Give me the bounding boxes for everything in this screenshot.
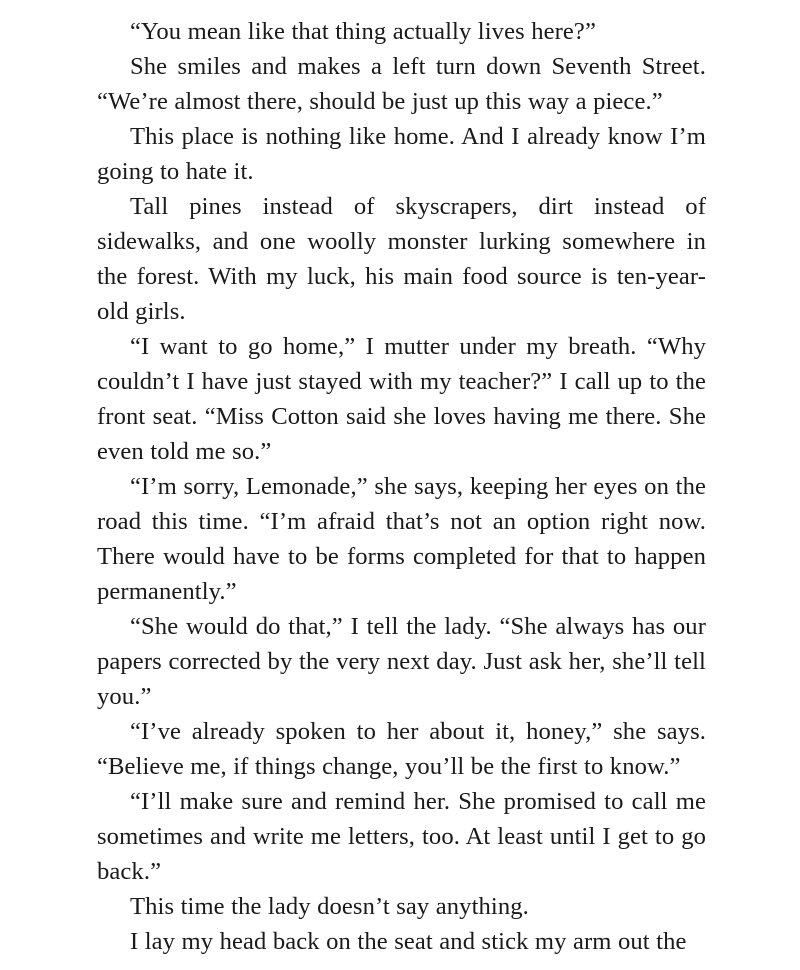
- paragraph: This time the lady doesn’t say anything.: [130, 893, 529, 920]
- paragraph: She smiles and makes a left turn down Seventh Street. “We’re almost there, should be just up this way a piece.”: [97, 53, 706, 115]
- paragraph: “I’ve already spoken to her about it, honey,” she says. “Believe me, if things change, you’ll be the first to know.”: [97, 718, 706, 780]
- paragraph: “I’ll make sure and remind her. She promised to call me sometimes and write me letters, too. At least until I get to go back.”: [97, 788, 706, 885]
- paragraph: Tall pines instead of skyscrapers, dirt instead of sidewalks, and one woolly monster lurking somewhere in the forest. With my luck, his main food source is ten-year-old girls.: [97, 193, 706, 325]
- paragraph: “She would do that,” I tell the lady. “She always has our papers corrected by the very next day. Just ask her, she’ll tell you.”: [97, 613, 706, 710]
- paragraph: “I’m sorry, Lemonade,” she says, keeping her eyes on the road this time. “I’m afraid that’s not an option right now. There would have to be forms completed for that to happen permanently.”: [97, 473, 706, 605]
- paragraph: “I want to go home,” I mutter under my breath. “Why couldn’t I have just stayed with my teacher?” I call up to the front seat. “Miss Cotton said she loves having me there. She even told me so.”: [97, 333, 706, 465]
- paragraph: “You mean like that thing actually lives here?”: [130, 18, 596, 45]
- paragraph-clipped: I lay my head back on the seat and stick my arm out the: [130, 928, 687, 955]
- body-text-column: [97, 14, 706, 959]
- paragraph: This place is nothing like home. And I already know I’m going to hate it.: [97, 123, 706, 185]
